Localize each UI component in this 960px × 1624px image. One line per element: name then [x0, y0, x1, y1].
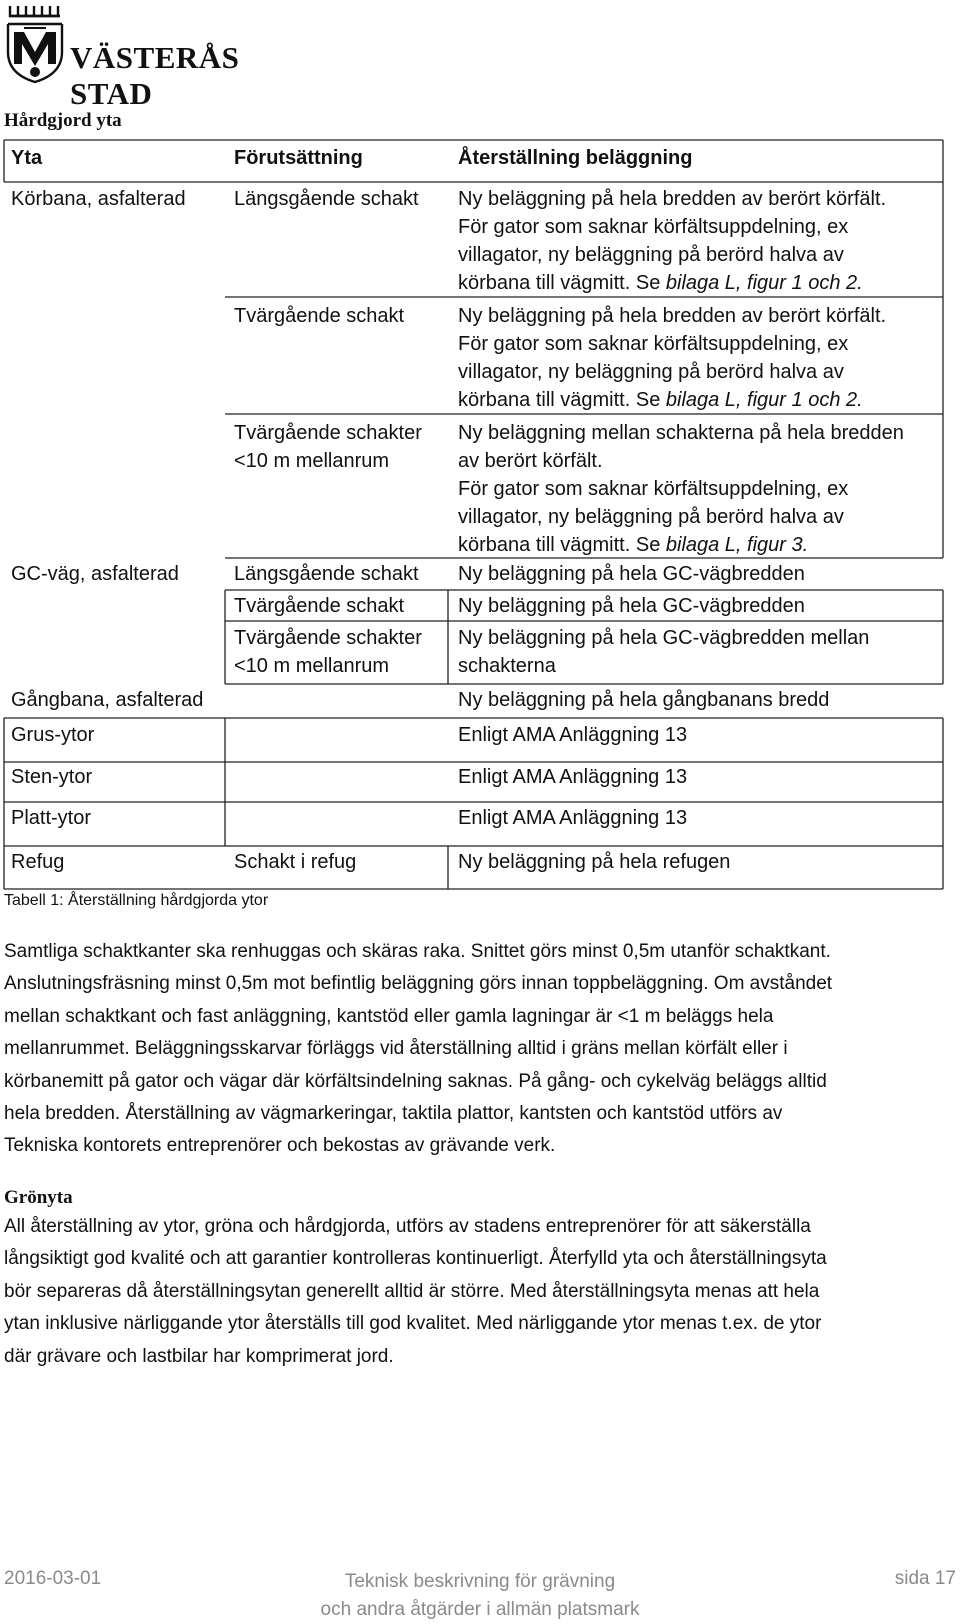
table-cell-aterstallning: Ny beläggning på hela GC-vägbredden: [458, 595, 805, 617]
bilaga-reference: bilaga L, figur 3.: [665, 534, 809, 556]
table-cell-forutsattning: Tvärgående schakt: [234, 595, 405, 617]
section-heading-gronyta: Grönyta: [4, 1187, 73, 1208]
table-cell-yta: Sten-ytor: [11, 766, 93, 788]
table-cell-yta: Körbana, asfalterad: [11, 188, 186, 210]
table-cell-forutsattning: Tvärgående schakter <10 m mellanrum: [234, 422, 422, 472]
table-cell-aterstallning: Ny beläggning på hela refugen: [458, 851, 731, 873]
table-cell-yta: Gångbana, asfalterad: [11, 689, 204, 711]
paragraph-gronyta: All återställning av ytor, gröna och hårdgjorda, utförs av stadens entreprenörer för att säkerställa långsiktigt god kvalité och att garantier kontrolleras kontinuerligt. Återfylld yta och återställningsyta bör separeras då återställningsytan generellt alltid är större. Med återställningsyta menas att hela ytan inklusive närliggande ytor återställs till god kvalitet. Med närliggande ytor menas t.ex. de ytor där grävare och lastbilar har komprimerat jord.: [4, 1216, 827, 1367]
col-header-aterstallning: Återställning beläggning: [458, 147, 693, 169]
table-cell-aterstallning: Ny beläggning på hela gångbanans bredd: [458, 689, 830, 711]
city-crest-icon: [4, 2, 66, 84]
bilaga-reference: bilaga L, figur 1 och 2.: [665, 389, 863, 411]
table-cell-forutsattning: Tvärgående schakter <10 m mellanrum: [234, 627, 422, 677]
footer-date: 2016-03-01: [4, 1568, 102, 1589]
table-cell-aterstallning: Ny beläggning mellan schakterna på hela bredden av berört körfält. För gator som saknar körfältsuppdelning, ex villagator, ny beläggning på berörd halva av körbana till vägmitt. Se bilaga L, figur 3.: [458, 422, 904, 556]
table-cell-aterstallning: Ny beläggning på hela bredden av berört körfält. För gator som saknar körfältsuppdelning, ex villagator, ny beläggning på berörd halva av körbana till vägmitt. Se bilaga L, figur 1 och 2.: [458, 305, 887, 411]
table-cell-forutsattning: Schakt i refug: [234, 851, 357, 873]
vasteras-logo: [4, 2, 304, 111]
section-heading-hardgjord: Hårdgjord yta: [4, 110, 122, 131]
paragraph-schaktkanter: Samtliga schaktkanter ska renhuggas och skäras raka. Snittet görs minst 0,5m utanför schaktkant. Anslutningsfräsning minst 0,5m mot befintlig beläggning görs innan toppbeläggning. Om avståndet mellan schaktkant och fast anläggning, kantstöd eller gamla lagningar är <1 m beläggs hela mellanrummet. Beläggningsskarvar förläggs vid återställning alltid i gräns mellan körfält eller i körbanemitt på gator och vägar där körfältsindelning saknas. På gång- och cykelväg beläggs alltid hela bredden. Återställning av vägmarkeringar, taktila plattor, kantsten och kantstöd utförs av Tekniska kontorets entreprenörer och bekostas av grävande verk.: [4, 941, 833, 1157]
table-cell-aterstallning: Enligt AMA Anläggning 13: [458, 807, 688, 829]
table-cell-forutsattning: Tvärgående schakt: [234, 305, 405, 327]
table-cell-forutsattning: Längsgående schakt: [234, 188, 419, 210]
footer-document-title: Teknisk beskrivning för grävning och andra åtgärder i allmän platsmark: [320, 1571, 640, 1620]
table-cell-yta: Grus-ytor: [11, 724, 95, 746]
table-cell-aterstallning: Ny beläggning på hela GC-vägbredden mellan schakterna: [458, 627, 870, 677]
table-cell-yta: Refug: [11, 851, 65, 873]
table-cell-yta: Platt-ytor: [11, 807, 92, 829]
bilaga-reference: bilaga L, figur 1 och 2.: [665, 272, 863, 294]
table-cell-aterstallning: Ny beläggning på hela GC-vägbredden: [458, 563, 805, 585]
table-cell-yta: GC-väg, asfalterad: [11, 563, 179, 585]
table-cell-aterstallning: Ny beläggning på hela bredden av berört körfält. För gator som saknar körfältsuppdelning, ex villagator, ny beläggning på berörd halva av körbana till vägmitt. Se bilaga L, figur 1 och 2.: [458, 188, 887, 294]
table-cell-aterstallning: Enligt AMA Anläggning 13: [458, 724, 688, 746]
col-header-forutsattning: Förutsättning: [234, 147, 363, 169]
col-header-yta: Yta: [11, 147, 43, 169]
table-cell-forutsattning: Längsgående schakt: [234, 563, 419, 585]
footer-page-number: sida 17: [894, 1568, 956, 1589]
table-caption: Tabell 1: Återställning hårdgjorda ytor: [4, 892, 269, 909]
table-cell-aterstallning: Enligt AMA Anläggning 13: [458, 766, 688, 788]
logo-wordmark: VÄSTERÅS STAD: [70, 40, 240, 111]
